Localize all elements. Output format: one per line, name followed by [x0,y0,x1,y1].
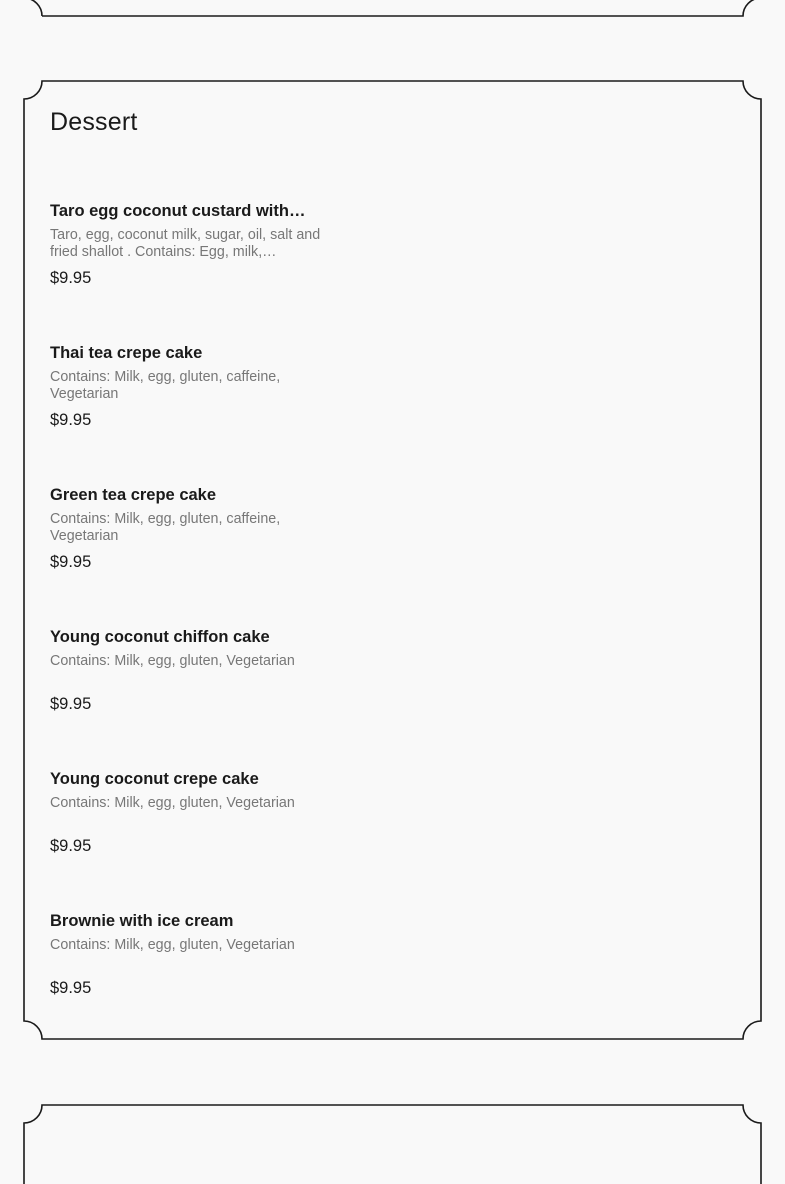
menu-item-description: Contains: Milk, egg, gluten, Vegetarian [50,937,295,953]
menu-item-brownie-with-ice-cream[interactable] [50,912,370,1022]
previous-section-frame [0,0,785,16]
menu-item-description: Contains: Milk, egg, gluten, caffeine, Vegetarian [50,369,281,402]
menu-item-price: $9.95 [50,411,92,429]
menu-item-description: Taro, egg, coconut milk, sugar, oil, salt and fried shallot . Contains: Egg, milk,… [50,227,321,260]
next-section-frame-border [0,1104,785,1184]
menu-item-young-coconut-crepe-cake[interactable] [50,770,370,880]
menu-item-green-tea-crepe-cake[interactable] [50,486,370,596]
menu-item-description: Contains: Milk, egg, gluten, caffeine, Vegetarian [50,511,281,544]
menu-item-name: Thai tea crepe cake [50,344,203,362]
menu-item-young-coconut-chiffon-cake[interactable] [50,628,370,738]
menu-item-description: Contains: Milk, egg, gluten, Vegetarian [50,795,295,811]
menu-item-price: $9.95 [50,269,92,287]
menu-item-price: $9.95 [50,979,92,997]
menu-item-name: Young coconut crepe cake [50,770,259,788]
next-section-frame [0,1104,785,1184]
menu-item-price: $9.95 [50,837,92,855]
menu-item-name: Young coconut chiffon cake [50,628,270,646]
previous-section-frame-border [0,0,785,16]
menu-item-price: $9.95 [50,553,92,571]
menu-item-price: $9.95 [50,695,92,713]
section-title: Dessert [50,108,138,136]
menu-item-name: Taro egg coconut custard with… [50,202,306,220]
menu-item-name: Brownie with ice cream [50,912,234,930]
menu-item-thai-tea-crepe-cake[interactable] [50,344,370,454]
menu-item-taro-custard[interactable] [50,202,370,312]
menu-item-name: Green tea crepe cake [50,486,217,504]
menu-item-description: Contains: Milk, egg, gluten, Vegetarian [50,653,295,669]
